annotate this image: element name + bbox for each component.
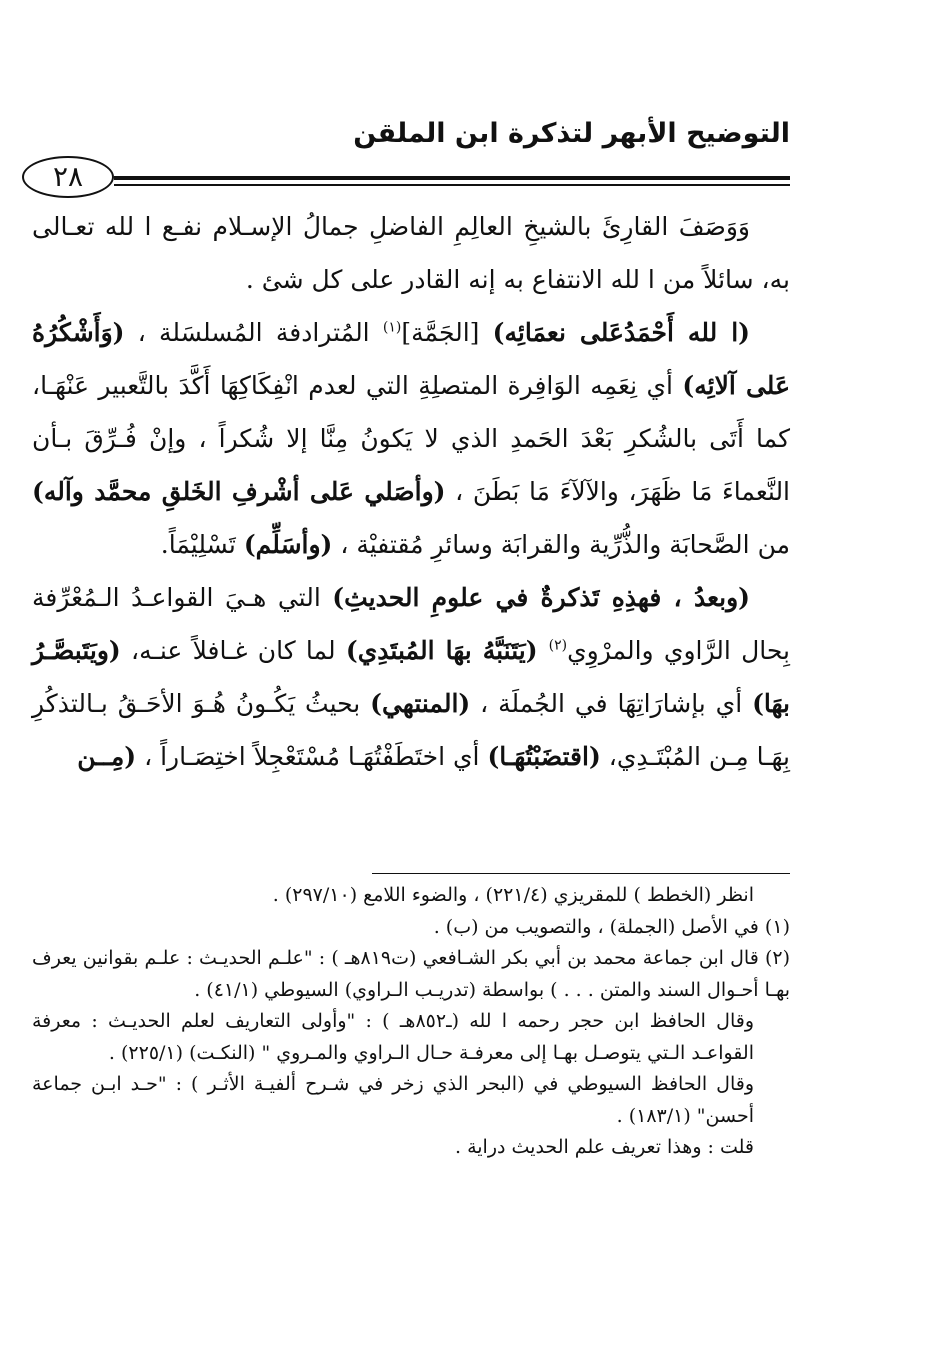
p2-bold-2: (وَأَشْكُرُهُ عَلى آلائِه)	[32, 318, 790, 400]
p3-bold-6: (مِــن	[77, 742, 137, 771]
p3-bold-5: (اقتضَبْتُهَـا)	[487, 742, 601, 771]
footnote-ref-2[interactable]: (٢)	[548, 637, 568, 654]
p2-text-2: المُترادفة المُسلسَلة ،	[124, 318, 383, 347]
footnote-separator	[372, 873, 790, 874]
page-number: ٢٨	[52, 160, 84, 193]
main-text-body	[32, 200, 790, 783]
p1-text: وَوَصَفَ القارِئَ بالشيخِ العالِمِ الفاضلِ جمالُ الإسـلام نفـع ا لله تعـالى به، سائلاً من ا لله الانتفاع به إنه القادر على كل شئ .	[32, 212, 790, 294]
p2-text-4: من الصَّحابَة والذُّرِّية والقرابَة وسائرِ مُقتفيْة ،	[332, 530, 790, 559]
page-number-oval	[22, 156, 114, 198]
paragraph-3	[32, 571, 790, 783]
p2-bold-4: (وأسَلِّم)	[243, 530, 333, 559]
header-rule-thin	[114, 184, 790, 186]
p3-text-3: أي بإشارَاتِهَا في الجُملَة ،	[470, 689, 753, 718]
p2-bold-1b: عَلى نعمَائِه)	[492, 318, 624, 347]
footnote-2-part-a: (٢) قال ابن جماعة محمد بن أبي بكر الشـافعي (ت٨١٩هـ ) : "علـم الحديـث : علـم بقوانين يعرف بهـا أحـوال السند والمتن . . . ) بواسطة (تدريـب الـراوي) السيوطي (٤١/١) .	[32, 947, 791, 1001]
footnote-2-part-d: قلت : وهذا تعريف علم الحديث دراية .	[455, 1136, 754, 1158]
footnotes-block	[32, 880, 790, 1164]
footnote-1: (١) في الأصل (الجملة) ، والتصويب من (ب) .	[433, 915, 790, 938]
footnote-ref-1[interactable]: (١)	[382, 319, 402, 336]
footnote-2-part-b: وقال الحافظ ابن حجر رحمه ا لله (ـ٨٥٢هـ ) : "وأولى التعاريف لعلم الحديـث : معرفة القواعـد الـتي يتوصـل بهـا إلى معرفـة حـال الـراوي والمـروي " (النكـت) (٢٢٥/١) .	[32, 1010, 754, 1064]
paragraph-2	[32, 306, 790, 571]
p3-text-1: التي هـيَ القواعـدُ الـمُعْرِّفة بِحال الرَّاوي والمرْوِي	[32, 583, 790, 665]
header-rule-thick	[114, 176, 790, 180]
p3-text-2: لما كان غـافلاً عنـه،	[120, 636, 346, 665]
p2-text-1: [الجَمَّة]	[401, 318, 480, 347]
footnote-continuation: انظر (الخطط ) للمقريزي (٢٢١/٤) ، والضوء اللامع (٢٩٧/١٠) .	[272, 884, 754, 906]
p2-bold-3: (وأصَلي عَلى أشْرفِ الخَلقِ محمَّد وآله)	[32, 477, 446, 506]
p3-bold-4: (المنتهي)	[370, 689, 471, 718]
p3-text-5: أي اختَطَفْتُهَـا مُسْتَعْجِلاً اختِصَـاراً ،	[136, 742, 488, 771]
p3-bold-1: (وبعدُ ، فهذِهِ تَذكرةٌ في علومِ الحديثِ)	[332, 583, 751, 612]
running-header-title: التوضيح الأبهر لتذكرة ابن الملقن	[353, 118, 790, 149]
p2-text-3: أي نِعَمِه الوَافِرة المتصلِةِ التي لعدم انْفِكَاكِهَا أَكَّدَ بالتَّعبير عَنْهَـا، كما أَتَى بالشُكرِ بَعْدَ الحَمدِ الذي لا يَكونُ مِنَّا إلا شُكراً ، وإنْ فُـرِّقَ بـأن النَّعماءَ مَا ظَهَرَ، والآلآءَ مَا بَطَنَ ،	[32, 371, 791, 506]
p2-bold-1: (ا لله أَحْمَدُ	[623, 318, 750, 347]
paragraph-1	[32, 200, 790, 306]
footnote-2-part-c: وقال الحافظ السيوطي في (البحر الذي زخر في شـرح ألفيـة الأثـر ) : "حـد ابـن جماعة أحسن" (١٨٣/١) .	[32, 1073, 754, 1127]
p3-bold-3: (ويَتَبصَّـرُ بهَا)	[32, 636, 790, 718]
p3-bold-2: (يَتَنَبَّهُ بهَا المُبتَدِي)	[345, 636, 549, 665]
p3-text-4: بحيثُ يَكُـونُ هُـوَ الأحَـقُ بـالتذكُرِ بِهَـا مِـن المُبْتَـدِي،	[32, 689, 790, 771]
p2-text-5: تَسْلِيْمَاً.	[160, 530, 236, 559]
